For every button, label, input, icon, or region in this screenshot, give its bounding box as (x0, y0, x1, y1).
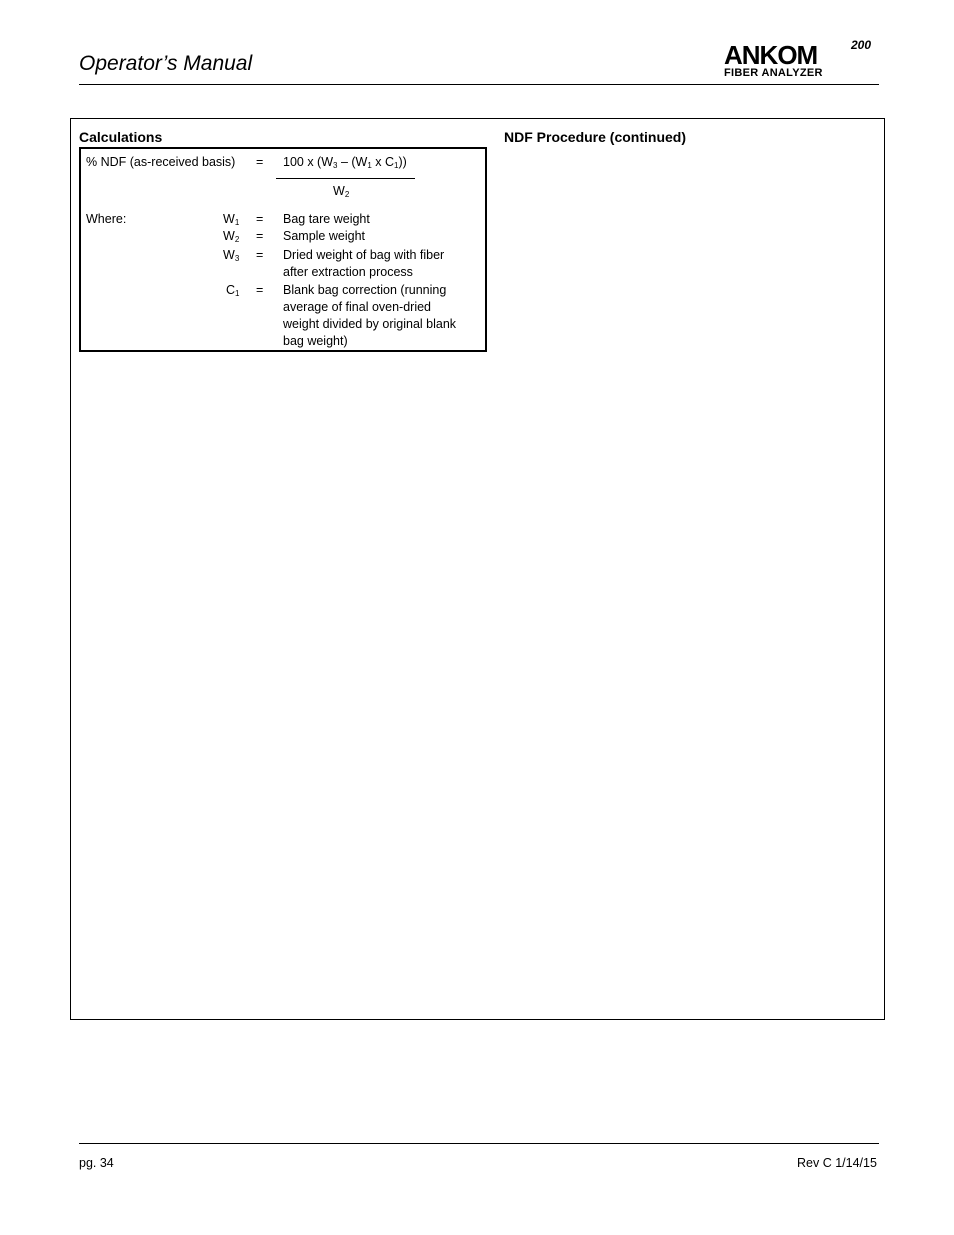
definition-text: bag weight) (283, 334, 348, 348)
formula-equals: = (256, 155, 264, 169)
footer-divider (79, 1143, 879, 1144)
calculation-formula-box (79, 147, 487, 352)
header-divider (79, 84, 879, 85)
definition-equals: = (256, 283, 264, 297)
logo-model-number: 200 (851, 38, 872, 52)
definition-text: Bag tare weight (283, 212, 370, 226)
formula-numerator: 100 x ($W_3 - (W_1$ x $C_1$)) (283, 155, 407, 170)
definition-text: Dried weight of bag with fiber (283, 248, 445, 262)
formula-denominator: $W_2$ (333, 184, 350, 199)
definition-text: weight divided by original blank (283, 317, 457, 331)
definition-variable-w3: $W_3$ (223, 248, 240, 263)
definition-equals: = (256, 229, 264, 243)
logo-subtitle: FIBER ANALYZER (724, 67, 823, 79)
revision-label: Rev C 1/14/15 (797, 1156, 877, 1170)
fraction-bar (276, 178, 415, 179)
where-label: Where: (86, 212, 127, 226)
definition-variable-w1: $W_1$ (223, 212, 240, 227)
definition-equals: = (256, 212, 264, 226)
ndf-procedure-heading: NDF Procedure (continued) (504, 129, 687, 145)
definition-text: Blank bag correction (running (283, 283, 447, 297)
definition-equals: = (256, 248, 264, 262)
definition-variable-c1: $C_1$ (226, 283, 240, 298)
formula-label: % NDF (as-received basis) (86, 155, 236, 169)
page-number: pg. 34 (79, 1156, 114, 1170)
definition-variable-w2: $W_2$ (223, 229, 240, 244)
definition-text: Sample weight (283, 229, 365, 243)
calculations-heading: Calculations (79, 129, 163, 145)
definition-text: average of final oven-dried (283, 300, 432, 314)
logo-wordmark: ANKOM (724, 40, 818, 70)
definition-text: after extraction process (283, 265, 413, 279)
manual-title: Operator’s Manual (79, 52, 253, 75)
ankom-logo (720, 38, 880, 82)
